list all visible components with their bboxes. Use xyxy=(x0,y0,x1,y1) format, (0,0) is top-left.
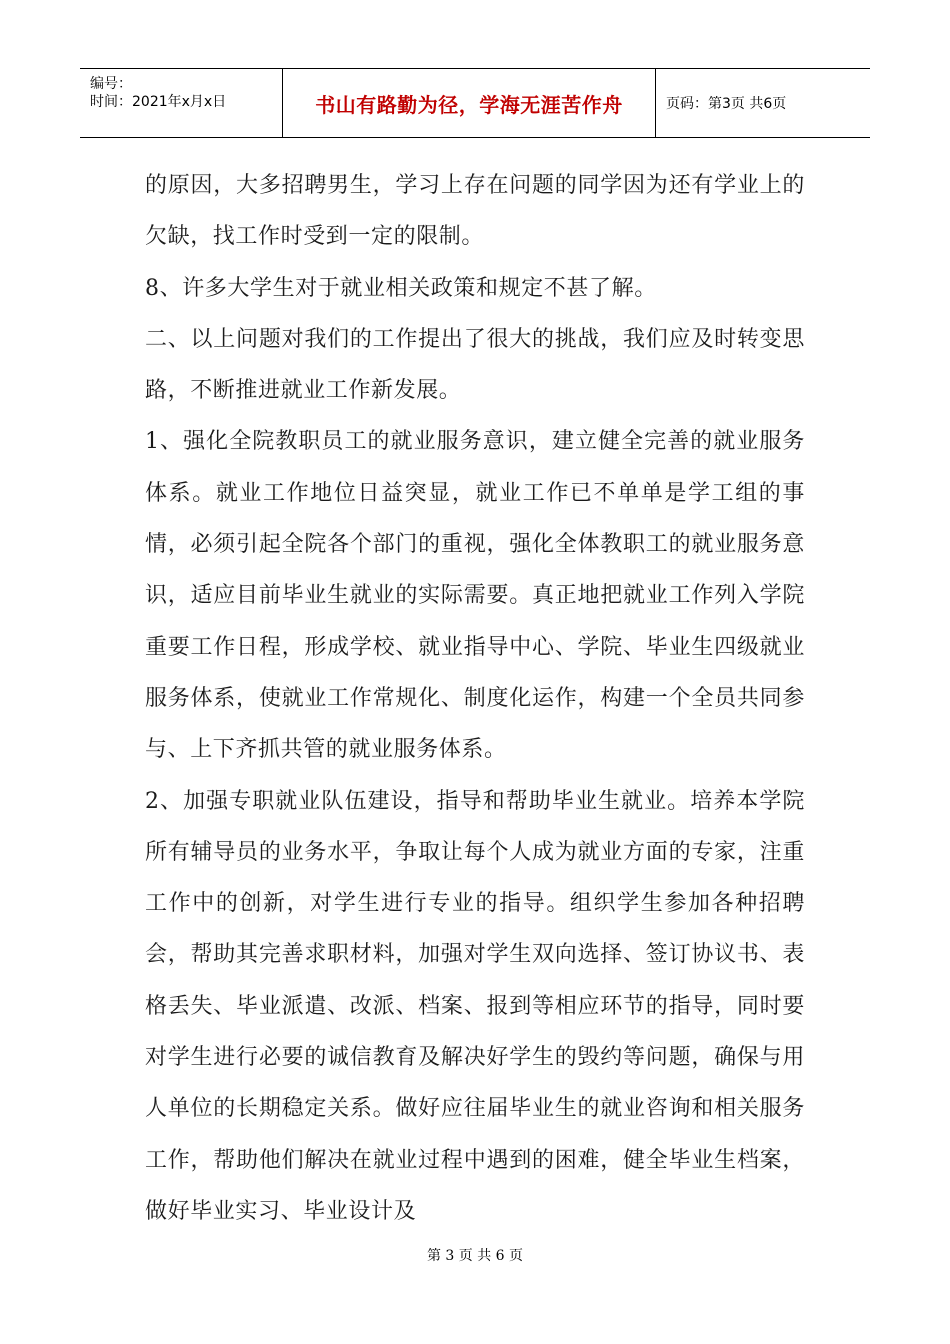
header-page-number: 页码：第3页 共6页 xyxy=(666,96,787,112)
document-header xyxy=(80,68,870,138)
body-paragraph: 1、强化全院教职员工的就业服务意识，建立健全完善的就业服务体系。就业工作地位日益突显，就业工作已不单单是学工组的事情，必须引起全院各个部门的重视，强化全体教职工的就业服务意识，适应目前毕业生就业的实际需要。真正地把就业工作列入学院重要工作日程，形成学校、就业指导中心、学院、毕业生四级就业服务体系，使就业工作常规化、制度化运作，构建一个全员共同参与、上下齐抓共管的就业服务体系。 xyxy=(145,429,805,763)
body-paragraph: 二、以上问题对我们的工作提出了很大的挑战，我们应及时转变思路，不断推进就业工作新发展。 xyxy=(145,326,805,404)
header-motto-cell xyxy=(283,69,656,137)
header-motto: 书山有路勤为径，学海无涯苦作舟 xyxy=(315,92,623,117)
document-body xyxy=(145,160,805,1237)
page-footer: 第 3 页 共 6 页 xyxy=(426,1248,524,1264)
header-meta-cell xyxy=(80,69,283,137)
body-paragraph: 2、加强专职就业队伍建设，指导和帮助毕业生就业。培养本学院所有辅导员的业务水平，争取让每个人成为就业方面的专家，注重工作中的创新，对学生进行专业的指导。组织学生参加各种招聘会，帮助其完善求职材料，加强对学生双向选择、签订协议书、表格丢失、毕业派遣、改派、档案、报到等相应环节的指导，同时要对学生进行必要的诚信教育及解决好学生的毁约等问题，确保与用人单位的长期稳定关系。做好应往届毕业生的就业咨询和相关服务工作，帮助他们解决在就业过程中遇到的困难，健全毕业生档案，做好毕业实习、毕业设计及 xyxy=(145,788,805,1224)
document-number-label: 编号： xyxy=(90,76,132,92)
document-date-label: 时间：2021年x月x日 xyxy=(90,94,227,110)
body-paragraph: 8、许多大学生对于就业相关政策和规定不甚了解。 xyxy=(145,275,657,301)
header-page-cell xyxy=(656,69,870,137)
body-paragraph: 的原因，大多招聘男生，学习上存在问题的同学因为还有学业上的欠缺，找工作时受到一定的限制。 xyxy=(145,173,805,250)
